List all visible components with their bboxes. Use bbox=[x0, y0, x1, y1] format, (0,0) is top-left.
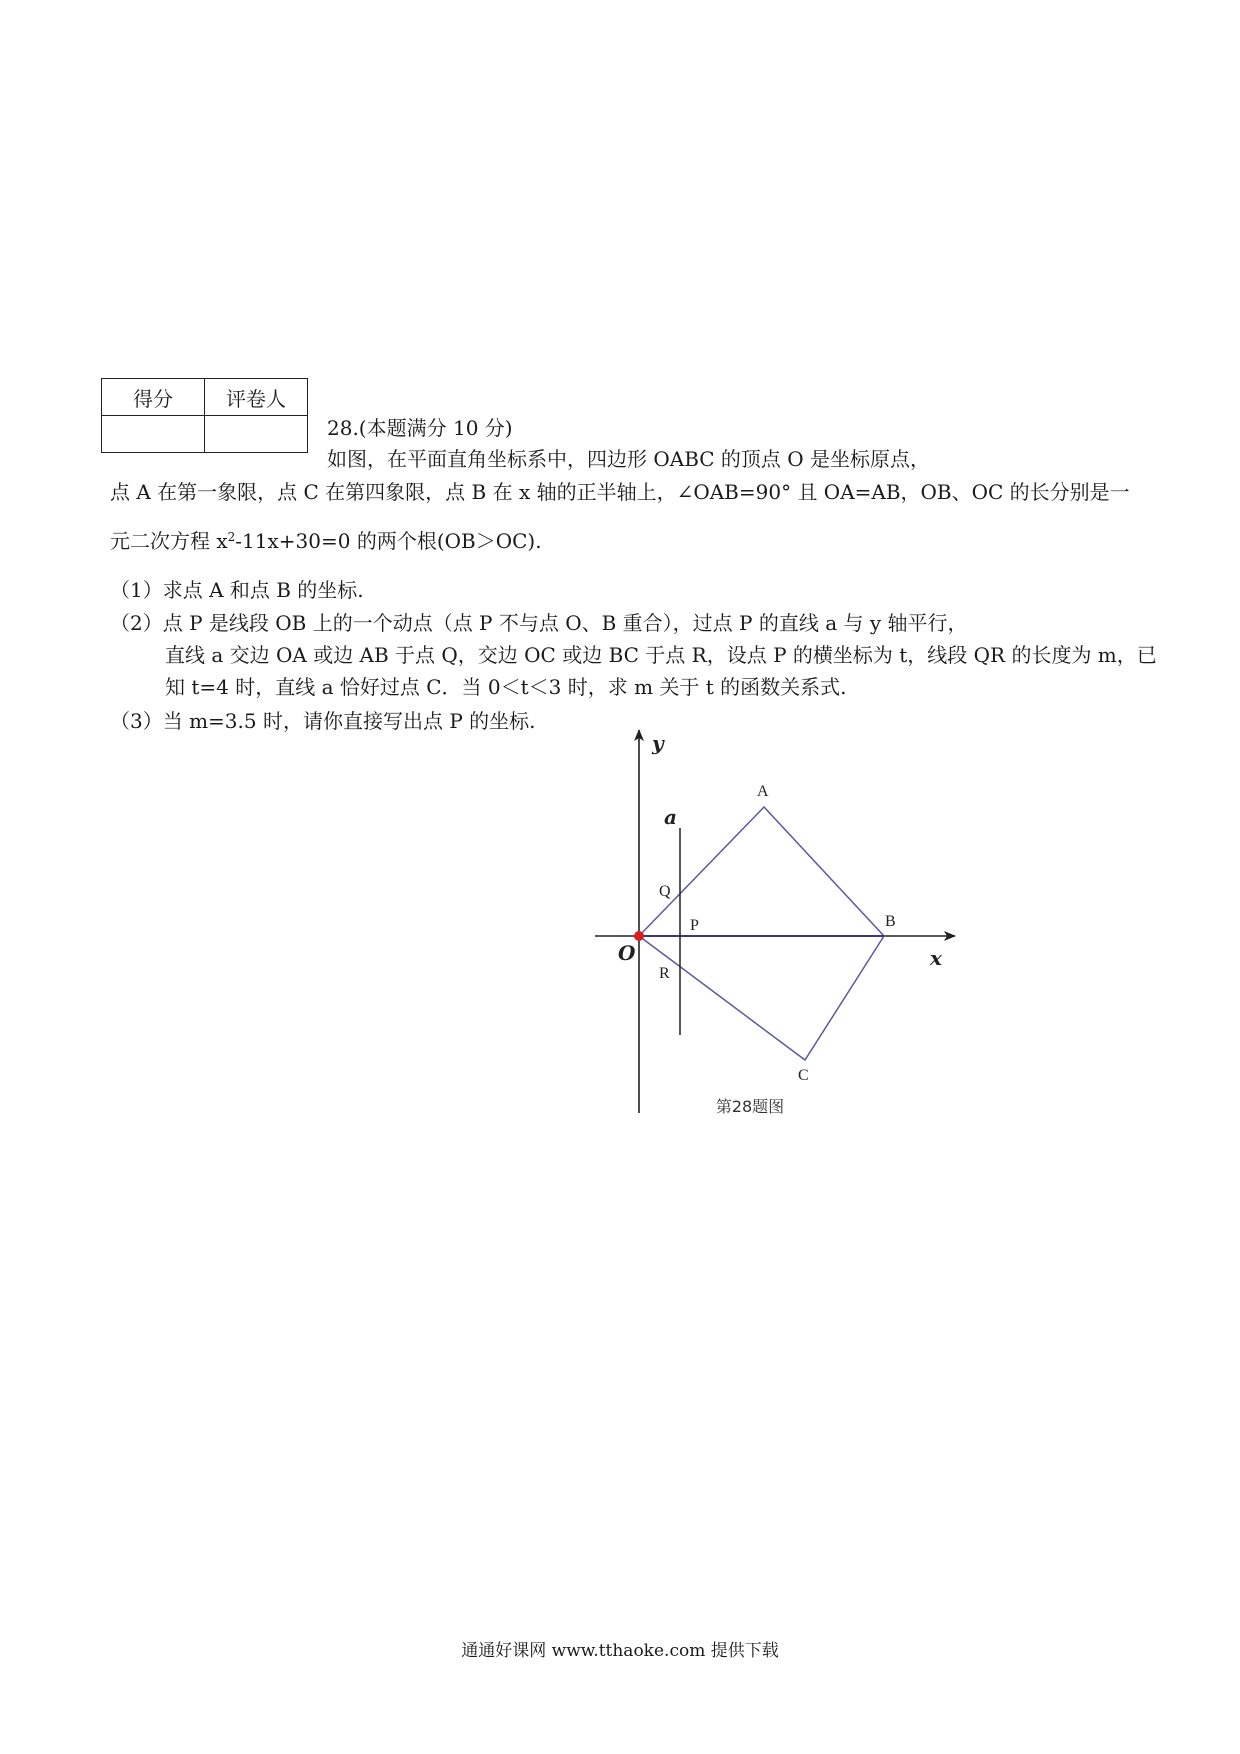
label-c: C bbox=[798, 1067, 809, 1084]
quadrilateral-oabc bbox=[639, 807, 884, 1060]
subquestion-1: （1）求点 A 和点 B 的坐标. bbox=[110, 578, 364, 602]
subquestion-2c: 知 t=4 时，直线 a 恰好过点 C．当 0＜t＜3 时，求 m 关于 t 的函数关系式. bbox=[165, 675, 847, 699]
figure-caption: 第28题图 bbox=[715, 1097, 785, 1116]
question-intro-1: 如图，在平面直角坐标系中，四边形 OABC 的顶点 O 是坐标原点， bbox=[327, 447, 931, 471]
label-b: B bbox=[885, 913, 896, 930]
score-cell bbox=[102, 416, 205, 453]
grader-header: 评卷人 bbox=[205, 379, 308, 416]
label-q: Q bbox=[659, 883, 671, 900]
label-y: y bbox=[652, 731, 664, 755]
exponent: 2 bbox=[227, 530, 236, 544]
subquestion-3: （3）当 m=3.5 时，请你直接写出点 P 的坐标. bbox=[110, 709, 536, 733]
intro-3-pre: 元二次方程 x bbox=[110, 529, 228, 553]
intro-3-post: -11x+30=0 的两个根(OB＞OC). bbox=[235, 529, 542, 553]
question-intro-3 bbox=[110, 528, 542, 554]
score-header: 得分 bbox=[102, 379, 205, 416]
origin-dot bbox=[634, 931, 644, 941]
label-o: O bbox=[618, 941, 636, 965]
page-footer: 通通好课网 www.tthaoke.com 提供下载 bbox=[461, 1641, 779, 1661]
label-r: R bbox=[659, 965, 670, 982]
subquestion-2a: （2）点 P 是线段 OB 上的一个动点（点 P 不与点 O、B 重合），过点 P 的直线 a 与 y 轴平行， bbox=[110, 611, 968, 635]
question-intro-2: 点 A 在第一象限，点 C 在第四象限，点 B 在 x 轴的正半轴上，∠OAB=90° 且 OA=AB，OB、OC 的长分别是一 bbox=[110, 480, 1130, 504]
geometry-figure bbox=[580, 720, 970, 1120]
score-table bbox=[101, 378, 308, 453]
label-a: A bbox=[757, 783, 769, 800]
label-p: P bbox=[690, 917, 699, 934]
label-x: x bbox=[930, 946, 942, 970]
grader-cell bbox=[205, 416, 308, 453]
subquestion-2b: 直线 a 交边 OA 或边 AB 于点 Q，交边 OC 或边 BC 于点 R，设点 P 的横坐标为 t，线段 QR 的长度为 m，已 bbox=[165, 643, 1157, 667]
question-title: 28.(本题满分 10 分) bbox=[327, 416, 513, 440]
label-line-a: a bbox=[664, 805, 677, 829]
